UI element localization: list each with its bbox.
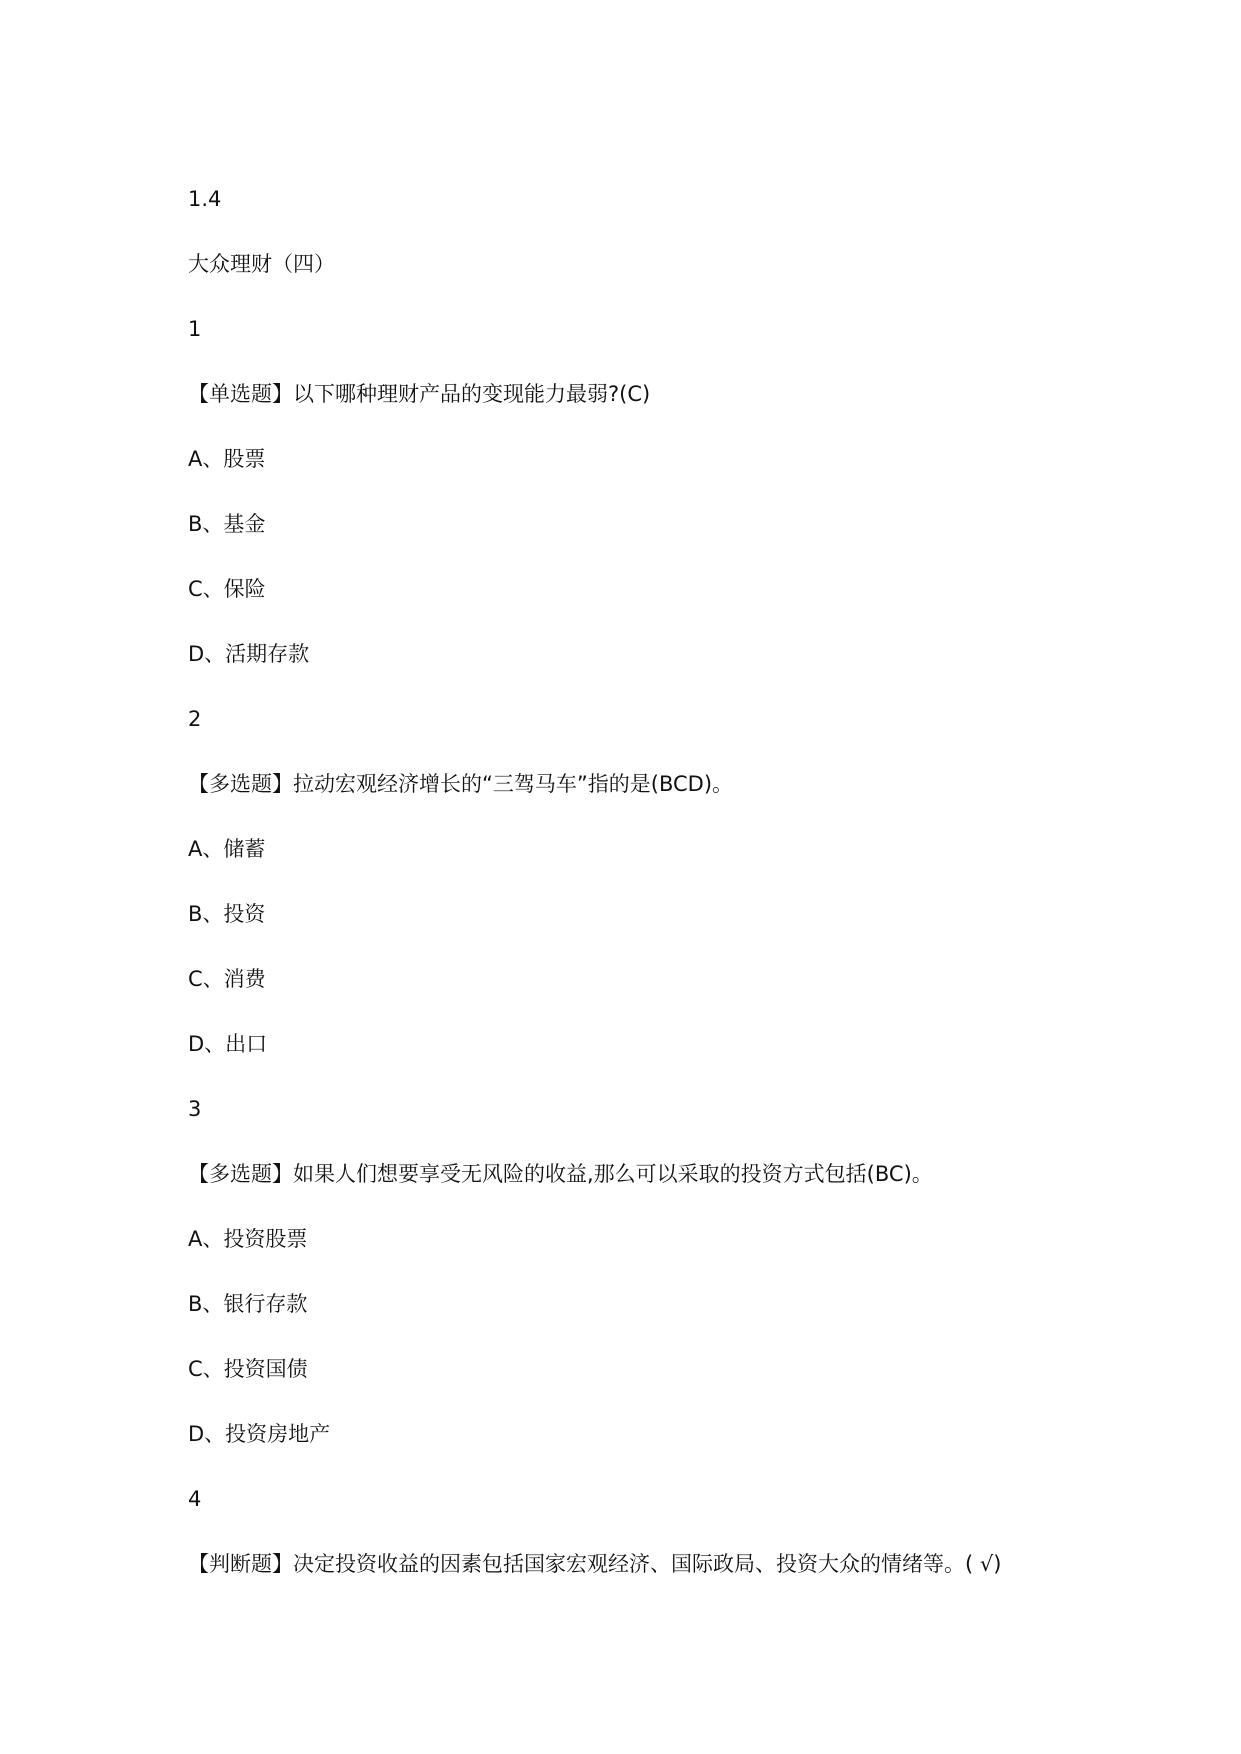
option-d: D、投资房地产	[188, 1422, 331, 1446]
option-b: B、投资	[188, 902, 266, 926]
document-content	[188, 184, 1088, 1614]
question-number: 3	[188, 1097, 202, 1121]
option-a: A、股票	[188, 447, 266, 471]
question-4	[188, 1484, 1088, 1579]
option-b: B、基金	[188, 512, 266, 536]
question-number: 4	[188, 1487, 202, 1511]
question-text: 【多选题】拉动宏观经济增长的“三驾马车”指的是(BCD)。	[188, 772, 734, 796]
option-c: C、消费	[188, 967, 266, 991]
question-number: 1	[188, 317, 202, 341]
option-c: C、保险	[188, 577, 266, 601]
question-text: 【单选题】以下哪种理财产品的变现能力最弱?(C)	[188, 382, 651, 406]
section-number: 1.4	[188, 187, 222, 211]
question-number: 2	[188, 707, 202, 731]
option-b: B、银行存款	[188, 1292, 308, 1316]
option-d: D、活期存款	[188, 642, 310, 666]
question-text: 【多选题】如果人们想要享受无风险的收益,那么可以采取的投资方式包括(BC)。	[188, 1162, 933, 1186]
question-1	[188, 314, 1088, 669]
option-a: A、投资股票	[188, 1227, 308, 1251]
option-d: D、出口	[188, 1032, 268, 1056]
section-title: 大众理财（四）	[188, 252, 335, 276]
question-3	[188, 1094, 1088, 1449]
question-2	[188, 704, 1088, 1059]
option-c: C、投资国债	[188, 1357, 308, 1381]
question-text: 【判断题】决定投资收益的因素包括国家宏观经济、国际政局、投资大众的情绪等。( √)	[188, 1552, 1002, 1576]
option-a: A、储蓄	[188, 837, 266, 861]
